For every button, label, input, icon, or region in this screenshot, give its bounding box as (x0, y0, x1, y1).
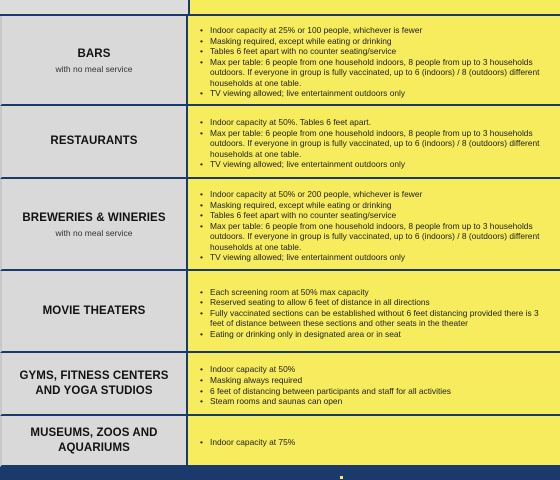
rules-list (200, 189, 552, 263)
rule-item: • Max per table: 6 people from one household indoors, 8 people from up to 3 households outdoors. If everyone in group is fully vaccinated, up to 6 (indoors) / 8 (outdoors) different households at one table. (200, 221, 552, 253)
rule-item: • Each screening room at 50% max capacity (200, 287, 552, 298)
category-subtitle: with no meal service (55, 63, 133, 74)
header-left-cell (0, 0, 188, 16)
rule-item: • Indoor capacity at 50% (200, 364, 552, 375)
footer-mark (340, 476, 343, 479)
table-row-breweries (0, 179, 560, 271)
rules-cell (188, 106, 560, 179)
rule-item: • Tables 6 feet apart with no counter seating/service (200, 210, 552, 221)
rules-cell (188, 416, 560, 467)
rule-item: • TV viewing allowed; live entertainment outdoors only (200, 159, 552, 170)
category-cell (0, 106, 188, 179)
rule-item: • Fully vaccinated sections can be established without 6 feet distancing provided there is 3 feet of distance between these sections and other seats in the theater (200, 308, 552, 329)
rule-item: • Masking required, except while eating or drinking (200, 200, 552, 211)
rule-item: • Indoor capacity at 75% (200, 437, 552, 448)
rule-item: • Max per table: 6 people from one household indoors, 8 people from up to 3 households outdoors. If everyone in group is fully vaccinated, up to 6 (indoors) / 8 (outdoors) different households at one table. (200, 128, 552, 160)
table-row-bars (0, 16, 560, 106)
category-cell (0, 416, 188, 467)
category-cell (0, 179, 188, 271)
rule-item: • Tables 6 feet apart with no counter seating/service (200, 46, 552, 57)
category-title: MOVIE THEATERS (42, 304, 146, 317)
rule-item: • TV viewing allowed; live entertainment outdoors only (200, 88, 552, 99)
rule-item: • Masking required, except while eating or drinking (200, 36, 552, 47)
rules-list (200, 364, 552, 406)
rule-item: • Indoor capacity at 50% or 200 people, whichever is fewer (200, 189, 552, 200)
rule-item: • Eating or drinking only in designated area or in seat (200, 329, 552, 340)
rules-cell (188, 271, 560, 353)
rule-item: • 6 feet of distancing between participants and staff for all activities (200, 386, 552, 397)
rule-item: • TV viewing allowed; live entertainment outdoors only (200, 252, 552, 263)
rule-item: • Masking always required (200, 375, 552, 386)
header-right-cell (188, 0, 560, 16)
category-title: BREWERIES & WINERIES (22, 211, 166, 224)
category-title: BARS (77, 47, 111, 60)
table-row-movie-theaters (0, 271, 560, 353)
rules-cell (188, 16, 560, 106)
table-row-gyms (0, 353, 560, 416)
table-row-museums (0, 416, 560, 467)
rules-list (200, 117, 552, 170)
rules-list (200, 437, 552, 448)
footer-bar (0, 467, 560, 480)
category-cell (0, 16, 188, 106)
rule-item: • Indoor capacity at 25% or 100 people, whichever is fewer (200, 25, 552, 36)
rule-item: • Indoor capacity at 50%. Tables 6 feet apart. (200, 117, 552, 128)
rules-cell (188, 353, 560, 416)
rule-item: • Reserved seating to allow 6 feet of distance in all directions (200, 297, 552, 308)
table-header-strip (0, 0, 560, 16)
rule-item: • Max per table: 6 people from one household indoors, 8 people from up to 3 households outdoors. If everyone in group is fully vaccinated, up to 6 (indoors) / 8 (outdoors) different households at one table. (200, 57, 552, 89)
category-title: MUSEUMS, ZOOS AND AQUARIUMS (30, 426, 158, 454)
rules-list (200, 25, 552, 99)
category-title: GYMS, FITNESS CENTERS AND YOGA STUDIOS (19, 369, 169, 397)
category-cell (0, 353, 188, 416)
category-subtitle: with no meal service (55, 227, 133, 238)
category-cell (0, 271, 188, 353)
table-row-restaurants (0, 106, 560, 179)
rules-cell (188, 179, 560, 271)
category-title: RESTAURANTS (50, 135, 138, 147)
rule-item: • Steam rooms and saunas can open (200, 396, 552, 407)
rules-list (200, 287, 552, 340)
